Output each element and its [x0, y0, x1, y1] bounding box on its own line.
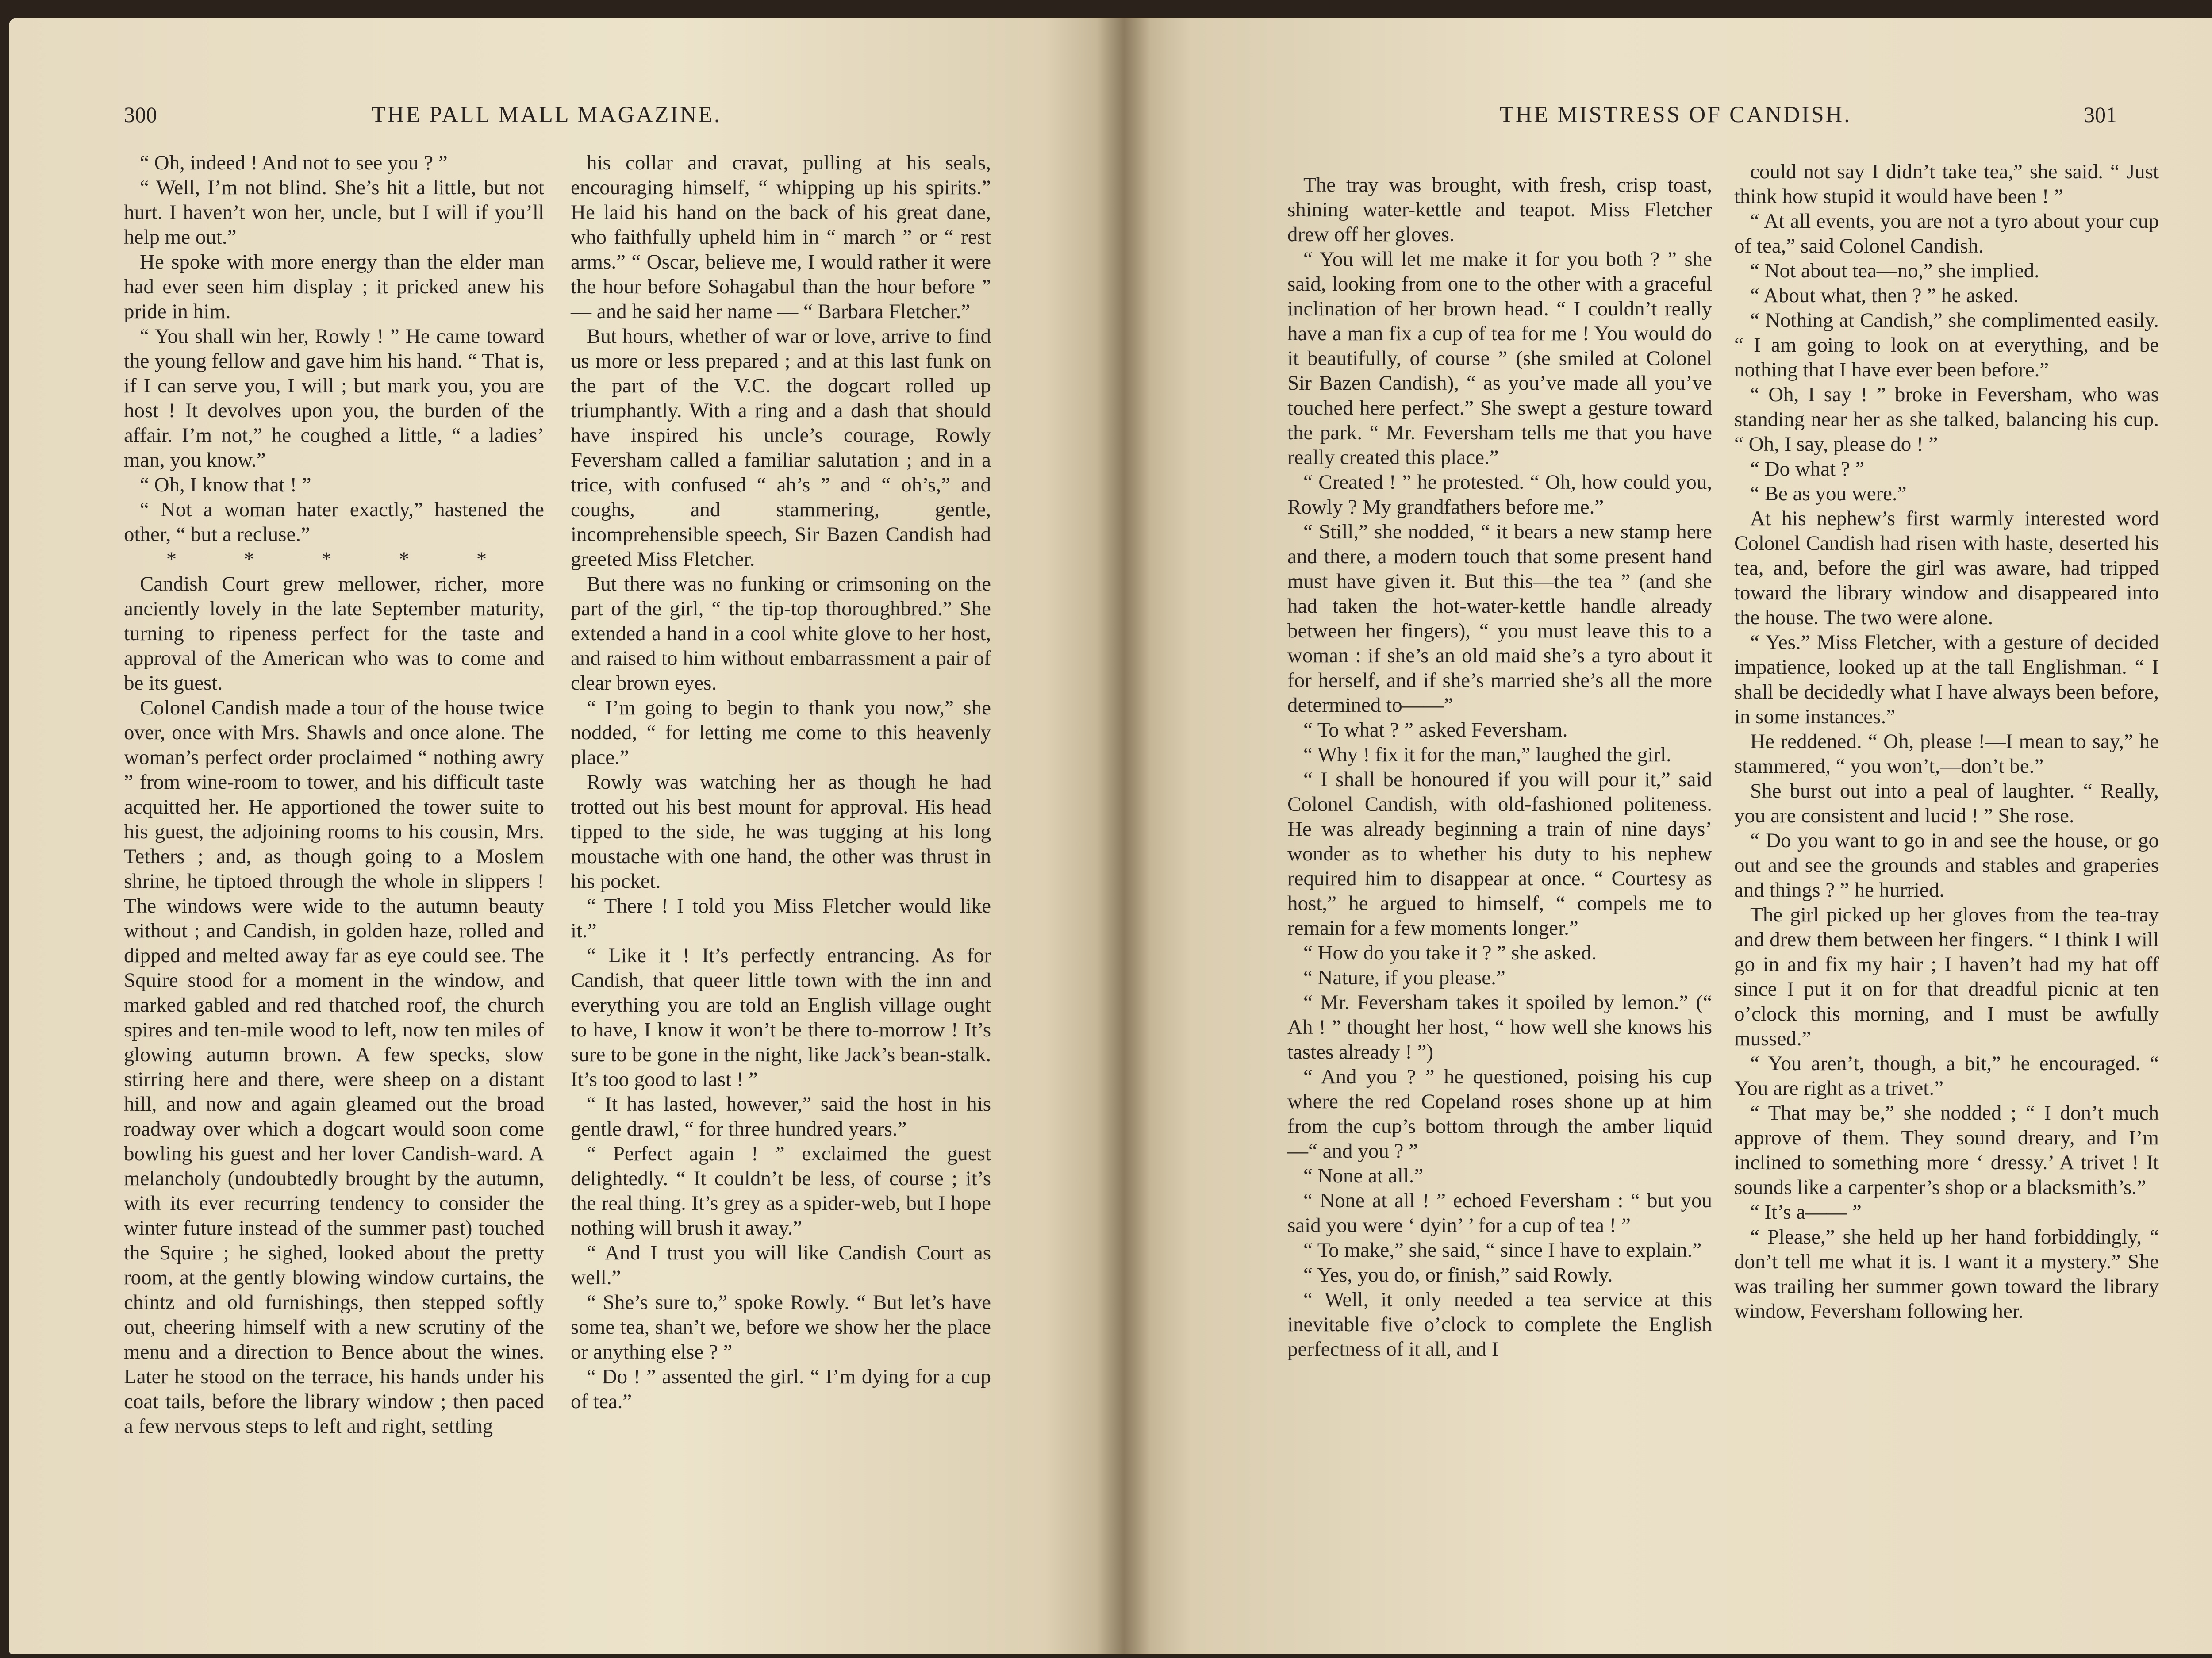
paragraph: “ She’s sure to,” spoke Rowly. “ But let’s have some tea, shan’t we, before we show her the place or anything else ? ”: [571, 1291, 991, 1363]
paragraph: He spoke with more energy than the elder man had ever seen him display ; it pricked anew his pride in him.: [124, 250, 544, 323]
paragraph: “ Not a woman hater exactly,” hastened the other, “ but a recluse.”: [124, 498, 544, 546]
paragraph: “ Nature, if you please.”: [1303, 966, 1505, 989]
left-page: [9, 18, 1124, 1654]
paragraph: The tray was brought, with fresh, crisp toast, shining water-kettle and teapot. Miss Fletcher drew off her gloves.: [1287, 173, 1712, 246]
page-number: 301: [2084, 102, 2117, 127]
paragraph: At his nephew’s first warmly interested word Colonel Candish had risen with haste, deserted his tea, and, before the girl was aware, had tripped toward the library window and disappeared into the house. The two were alone.: [1734, 507, 2159, 629]
paragraph: She burst out into a peal of laughter. “ Really, you are consistent and lucid ! ” She rose.: [1734, 779, 2159, 827]
paragraph: “ I shall be honoured if you will pour it,” said Colonel Candish, with old-fashioned politeness. He was already beginning a train of nine days’ wonder as to whether his duty to his nephew required him to disappear at once. “ Courtesy as host,” he argued to himself, “ compels me to remain for a few moments longer.”: [1287, 768, 1712, 940]
paragraph: “ At all events, you are not a tyro about your cup of tea,” said Colonel Candish.: [1734, 210, 2159, 257]
paragraph: “ Do ! ” assented the girl. “ I’m dying for a cup of tea.”: [571, 1365, 991, 1413]
paragraph: “ Do you want to go in and see the house, or go out and see the grounds and stables and graperies and things ? ” he hurried.: [1734, 829, 2159, 902]
paragraph: “ Like it ! It’s perfectly entrancing. As for Candish, that queer little town with the inn and everything you are told an English village ought to have, I know it won’t be there to-morrow ! It’s sure to be gone in the night, like Jack’s bean-stalk. It’s too good to last ! ”: [571, 944, 991, 1091]
paragraph: “ It has lasted, however,” said the host in his gentle drawl, “ for three hundred years.”: [571, 1093, 991, 1140]
paragraph: “ You will let me make it for you both ? ” she said, looking from one to the other with a graceful inclination of her brown head. “ I couldn’t really have a man fix a cup of tea for me ! You would do it beautifully, of course ” (she smiled at Colonel Sir Bazen Candish), “ as you’ve made all you’ve touched here perfect.” She swept a gesture toward the park. “ Mr. Feversham tells me that you have really created this place.”: [1287, 248, 1712, 469]
page-number: 300: [124, 102, 157, 127]
gutter-shadow: [1097, 18, 1150, 1654]
paragraph: “ You aren’t, though, a bit,” he encouraged. “ You are right as a trivet.”: [1734, 1052, 2159, 1100]
paragraph: But there was no funking or crimsoning on the part of the girl, “ the tip-top thoroughbred.” She extended a hand in a cool white glove to her host, and raised to him without embarrassment a pair of clear brown eyes.: [571, 572, 991, 695]
paragraph: “ Do what ? ”: [1750, 457, 1865, 480]
paragraph: “ About what, then ? ” he asked.: [1750, 284, 2019, 307]
paragraph: “ Oh, I know that ! ”: [140, 473, 311, 496]
paragraph: “ Well, it only needed a tea service at this inevitable five o’clock to complete the English perfectness of it all, and I: [1287, 1288, 1712, 1361]
paragraph: “ Why ! fix it for the man,” laughed the girl.: [1303, 743, 1671, 766]
paragraph: But hours, whether of war or love, arrive to find us more or less prepared ; and at this last funk on the part of the V.C. the dogcart rolled up triumphantly. With a ring and a dash that should have inspired his uncle’s courage, Rowly Feversham called a familiar salutation ; and in a trice, with confused “ ah’s ” and “ oh’s,” and coughs, and stammering, gentle, incomprehensible speech, Sir Bazen Candish had greeted Miss Fletcher.: [571, 325, 991, 571]
right-page: [1124, 18, 2212, 1654]
paragraph: “ None at all.”: [1303, 1164, 1424, 1187]
paragraph: “ Oh, I say ! ” broke in Feversham, who was standing near her as she talked, balancing his cup. “ Oh, I say, please do ! ”: [1734, 383, 2159, 456]
paragraph: Candish Court grew mellower, richer, more anciently lovely in the late September maturity, turning to ripeness perfect for the taste and approval of the American who was to come and be its guest.: [124, 572, 544, 695]
running-head: THE MISTRESS OF CANDISH.: [1500, 102, 1852, 127]
paragraph: “ It’s a—— ”: [1750, 1201, 1862, 1224]
paragraph: could not say I didn’t take tea,” she said. “ Just think how stupid it would have been ! ”: [1734, 160, 2159, 208]
paragraph: “ To make,” she said, “ since I have to explain.”: [1303, 1239, 1702, 1262]
running-head: THE PALL MALL MAGAZINE.: [372, 102, 722, 127]
paragraph: “ To what ? ” asked Feversham.: [1303, 718, 1568, 741]
paragraph: He reddened. “ Oh, please !—I mean to say,” he stammered, “ you won’t,—don’t be.”: [1734, 730, 2159, 778]
text-column-1: [1287, 173, 1712, 1362]
paragraph: “ Please,” she held up her hand forbiddingly, “ don’t tell me what it is. I want it a mystery.” She was trailing her summer gown toward the library window, Feversham following her.: [1734, 1225, 2159, 1323]
paragraph: Colonel Candish made a tour of the house twice over, once with Mrs. Shawls and once alone. The woman’s perfect order proclaimed “ nothing awry ” from wine-room to tower, and his difficult taste acquitted her. He apportioned the tower suite to his guest, the adjoining rooms to his cousin, Mrs. Tethers ; and, as though going to a Moslem shrine, he tiptoed through the whole in slippers ! The windows were wide to the autumn beauty without ; and Candish, in golden haze, rolled and dipped and melted away far as eye could see. The Squire stood for a moment in the window, and marked gabled and red thatched roof, the church spires and ten-mile wood to left, now ten miles of glowing autumn brown. A few specks, slow stirring here and there, were sheep on a distant hill, and now and again gleamed out the broad roadway over which a dogcart would soon come bowling his guest and her lover Candish-ward. A melancholy (undoubtedly brought by the autumn, with its ever recurring tendency to consider the winter future instead of the summer past) touched the Squire ; he sighed, looked about the pretty room, at the gently blowing window curtains, the chintz and old furnishings, then stepped softly out, cheering himself with a new scrutiny of the menu and a direction to Bence about the wines. Later he stood on the terrace, his hands under his coat tails, before the library window ; then paced a few nervous steps to left and right, settling: [124, 696, 544, 1438]
paragraph: “ And you ? ” he questioned, poising his cup where the red Copeland roses shone up at him from the cup’s bottom through the amber liquid—“ and you ? ”: [1287, 1065, 1712, 1163]
paragraph: “ Be as you were.”: [1750, 482, 1907, 505]
paragraph: “ Not about tea—no,” she implied.: [1750, 259, 2039, 282]
paragraph: “ Yes.” Miss Fletcher, with a gesture of decided impatience, looked up at the tall Englishman. “ I shall be decidedly what I have always been before, in some instances.”: [1734, 631, 2159, 728]
text-column-2: [571, 150, 991, 1414]
text-column-1: [124, 150, 544, 1439]
paragraph: “ Perfect again ! ” exclaimed the guest delightedly. “ It couldn’t be less, of course ; it’s the real thing. It’s grey as a spider-web, but I hope nothing will brush it away.”: [571, 1142, 991, 1240]
paragraph: “ None at all ! ” echoed Feversham : “ but you said you were ‘ dyin’ ’ for a cup of tea ! ”: [1287, 1189, 1712, 1237]
text-column-2: [1734, 159, 2159, 1324]
paragraph: “ I’m going to begin to thank you now,” she nodded, “ for letting me come to this heavenly place.”: [571, 696, 991, 769]
paragraph: “ Oh, indeed ! And not to see you ? ”: [140, 151, 448, 174]
paragraph: “ That may be,” she nodded ; “ I don’t much approve of them. They sound dreary, and I’m inclined to something more ‘ dressy.’ A trivet ! It sounds like a carpenter’s shop or a blacksmith’s.”: [1734, 1101, 2159, 1199]
paragraph: “ There ! I told you Miss Fletcher would like it.”: [571, 894, 991, 942]
paragraph: “ Well, I’m not blind. She’s hit a little, but not hurt. I haven’t won her, uncle, but I will if you’ll help me out.”: [124, 176, 544, 249]
paragraph: “ Yes, you do, or finish,” said Rowly.: [1303, 1263, 1613, 1286]
paragraph: “ And I trust you will like Candish Court as well.”: [571, 1241, 991, 1289]
paragraph: “ Created ! ” he protested. “ Oh, how could you, Rowly ? My grandfathers before me.”: [1287, 471, 1712, 518]
paragraph: The girl picked up her gloves from the tea-tray and drew them between her fingers. “ I think I will go in and fix my hair ; I haven’t had my hat off since I put it on for that dreadful picnic at ten o’clock this morning, and I must be awfully mussed.”: [1734, 903, 2159, 1050]
paragraph: his collar and cravat, pulling at his seals, encouraging himself, “ whipping up his spirits.” He laid his hand on the back of his great dane, who faithfully upheld him in “ march ” or “ rest arms.” “ Oscar, believe me, I would rather it were the hour before Sohagabul than the hour before ” — and he said her name — “ Barbara Fletcher.”: [571, 151, 991, 323]
paragraph: Rowly was watching her as though he had trotted out his best mount for approval. His head tipped to the side, he was tugging at his long moustache with one hand, the other was thrust in his pocket.: [571, 771, 991, 893]
paragraph: “ How do you take it ? ” she asked.: [1303, 941, 1597, 964]
paragraph: “ Mr. Feversham takes it spoiled by lemon.” (“ Ah ! ” thought her host, “ how well she knows his tastes already ! ”): [1287, 991, 1712, 1063]
section-break: * * * * *: [166, 548, 518, 571]
paragraph: “ You shall win her, Rowly ! ” He came toward the young fellow and gave him his hand. “ That is, if I can serve you, I will ; but mark you, you are host ! It devolves upon you, the burden of the affair. I’m not,” he coughed a little, “ a ladies’ man, you know.”: [124, 325, 544, 472]
paragraph: “ Nothing at Candish,” she complimented easily. “ I am going to look on at everything, and be nothing that I have ever been before.”: [1734, 309, 2159, 381]
paragraph: “ Still,” she nodded, “ it bears a new stamp here and there, a modern touch that some present hand must have given it. But this—the tea ” (and she had taken the hot-water-kettle handle already between her fingers), “ you must leave this to a woman : if she’s an old maid she’s a tyro about it for herself, and if she’s married she’s all the more determined to——”: [1287, 520, 1712, 717]
